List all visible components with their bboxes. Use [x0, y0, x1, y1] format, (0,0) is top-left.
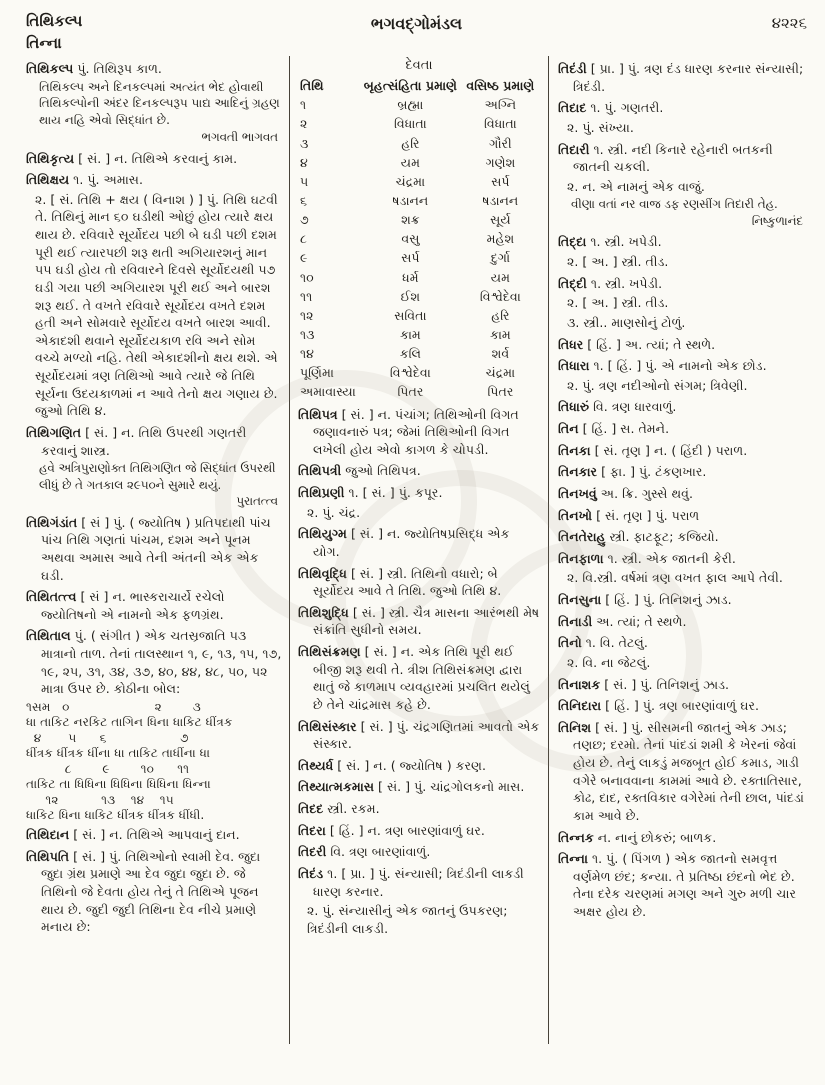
table-row [298, 306, 540, 325]
entry-headword: તિથ્યર્ધ [298, 757, 334, 773]
table-row [298, 382, 540, 401]
dict-entry [26, 826, 282, 844]
entry-body: [ સં. ] ન. એક તિથિ પૂરી થઈ બીજી શરૂ થવી તે. ત્રીશ તિથિસંક્રમણ દ્વારા થાતું જે કાળમાપ વ્યવહારમાં પ્રચલિત થયેલું છે તેને ચાંદ્રમાસ કહે છે. [313, 644, 530, 712]
entry-body: [ સં. ] સ્ત્રી. ચૈત્ર માસના આરંભથી મેષ સંક્રાંતિ સુધીનો સમય. [313, 604, 540, 638]
notation-beat-numbers: ૮ ૯ ૧૦ ૧૧ [26, 762, 190, 777]
table-cell: ૪ [300, 154, 308, 170]
dict-entry [26, 627, 282, 698]
entry-body: [ હિં. ] સ. તેમને. [578, 421, 670, 437]
entry-headword: તિધર [558, 336, 584, 352]
table-cell: કામ [399, 327, 421, 343]
column-left [26, 56, 289, 1044]
entry-body: [ સં. ] ન. તિથિએ કરવાનું કામ. [74, 150, 238, 166]
table-header-row [298, 76, 540, 95]
dict-entry [558, 634, 807, 652]
entry-body: ૧. સ્ત્રી. નદી કિનારે રહેનારી બતકની જાતની ચકલી. [573, 141, 773, 175]
entry-body: સ્ત્રી. ફાટફૂટ; કજિયો. [605, 529, 719, 545]
table-row [298, 134, 540, 153]
sub-sense: ૨. [ અ. ] સ્ત્રી. તીડ. [567, 295, 669, 311]
entry-headword: તિદદ [298, 801, 324, 817]
entry-headword: તિનફાળા [558, 550, 604, 566]
entry-headword: તિથિદાન [26, 827, 70, 843]
dict-entry [558, 591, 807, 609]
dict-entry [558, 60, 807, 95]
entry-body: [ સં. ] ન. તિથિએ આપવાનું દાન. [69, 827, 240, 843]
table-cell: ચંદ્રમા [395, 173, 426, 189]
entry-body: [ ફા. ] પું. ટંકણખાર. [597, 464, 707, 480]
table-cell: વિશ્વેદેવા [389, 365, 431, 381]
sub-sense: ૨. પું. સંન્યાસીનું એક જાતનું ઉપકરણ; ત્રિદંડીની લાકડી. [307, 903, 508, 936]
entry-body: ૧. સ્ત્રી. ખપેડી. [586, 234, 662, 250]
entry-body: [ સં. ] પું. તિનિશનું ઝાડ. [600, 676, 730, 692]
sub-sense: ૨. [ અ. ] સ્ત્રી. તીડ. [567, 254, 669, 270]
quotation: હવે અત્રિપુરાણોક્ત તિથિગણિત જે સિદ્ધાંત ઉપરથી લીધું છે તે ગતકાલ ૨૯૫૦ને સુમારે થયું. [39, 461, 276, 492]
entry-body: [ સં. ] ન. પંચાંગ; તિથિઓની વિગત જણાવનારું પત્ર; જેમાં તિથિઓની વિગત લખેલી હોય એવો કાગળ કે ચોપડી. [313, 406, 519, 457]
entry-body: ૧. [ હિં. ] પું. એ નામનો એક છોડ. [589, 358, 767, 374]
dict-entry [298, 484, 540, 502]
entry-headword: તિધારા [558, 358, 590, 374]
dict-entry [298, 718, 540, 753]
column-middle [290, 56, 548, 1044]
entry-headword: તિનિશ [558, 719, 592, 735]
table-cell: ચંદ્રમા [485, 365, 516, 381]
attribution: નિષ્કુળાનંદ [751, 213, 803, 228]
entry-headword: તિદંડ [298, 865, 324, 881]
entry-body: ૧. વિ. તેટલું. [581, 635, 648, 651]
table-header-cell: વસિષ્ઠ પ્રમાણે [466, 78, 535, 94]
attribution: પુરાતત્ત્વ [236, 494, 278, 509]
dict-entry [558, 336, 807, 354]
sub-sense: ૨. વિ. ના જેટલું. [567, 654, 651, 670]
table-cell: ૭ [300, 212, 309, 228]
table-cell: ૫ [300, 173, 309, 189]
table-cell: કલિ [399, 346, 422, 362]
entry-body: [ સં. ] પું. તિથિઓનો સ્વામી દેવ. જુદા જુદા ગ્રંથ પ્રમાણે આ દેવ જુદા જુદા છે. જે તિથિનો જે દેવતા હોય તેનું તે તિથિએ પૂજન થાય છે. જુદી જુદી તિથિના દેવ નીચે પ્રમાણે મનાય છે: [41, 848, 261, 935]
table-row [298, 344, 540, 363]
table-cell: હરિ [401, 135, 420, 151]
entry-body: જુઓ તિથિપત્ર. [341, 463, 421, 479]
table-cell: ૧૪ [300, 346, 314, 362]
dict-entry [558, 676, 807, 694]
entry-body: [ હિં. ] ન. ત્રણ બારણાંવાળું ઘર. [325, 822, 485, 838]
table-cell: યમ [400, 154, 420, 170]
entry-headword: તિનાડી [558, 613, 593, 629]
dict-entry [558, 233, 807, 251]
table-cell: કામ [489, 327, 511, 343]
dict-entry [298, 800, 540, 818]
table-row [298, 287, 540, 306]
dict-entry [558, 99, 807, 117]
table-cell: ૧૩ [300, 327, 315, 343]
entry-headword: તિનિદારા [558, 698, 602, 714]
entry-body: [ હિં. ] પું. ત્રણ બારણાંવાળું ઘર. [601, 698, 759, 714]
entry-body: ૧. સ્ત્રી. એક જાતની કેરી. [603, 550, 736, 566]
page-header [26, 12, 807, 52]
dict-entry [558, 141, 807, 176]
notation-bols: તાકિટ તા ધિધિના ધિધિના ધિધિના ધિન્ના [26, 776, 211, 791]
table-cell: ગણેશ [485, 154, 516, 170]
entry-body: [ હિં. ] પું. તિનિશનું ઝાડ. [601, 592, 732, 608]
table-cell: ૧૧ [300, 288, 313, 304]
entry-headword: તિનકાર [558, 464, 598, 480]
entry-body: ૧. પું. ( પિંગળ ) એક જાતનો સમવૃત્ત વર્ણમેળ છંદ; કન્યા. તે પ્રતિષ્ઠા છંદનો ભેદ છે. તેના દરેક ચરણમાં મગણ અને ગુરુ મળી ચાર અક્ષર હોય છે. [573, 851, 796, 920]
entry-body: [ સં. તૃણ ] પું. પરાળ [592, 507, 700, 523]
entry-headword: તિદાદ [558, 100, 587, 116]
table-row [298, 153, 540, 172]
entry-headword: તિદ્દી [558, 275, 587, 291]
table-cell: ૨ [300, 116, 308, 132]
table-cell: સર્પ [401, 250, 420, 266]
entry-headword: તિદરી [298, 844, 327, 860]
running-head-last-word: તિન્ના [26, 34, 62, 52]
entry-body: અ. ત્યાં; તે સ્થળે. [592, 613, 687, 629]
entry-body: અ. ક્રિ. ગુસ્સે થવું. [596, 485, 693, 501]
entry-headword: તિથિવૃદ્ધિ [298, 565, 347, 581]
entry-body: [ સં. તૃણ ] ન. ( હિંદી ) પરાળ. [590, 442, 748, 458]
dict-entry [558, 420, 807, 438]
dict-entry [298, 643, 540, 714]
notation-beat-numbers: ૧૨ ૧૩ ૧૪ ૧૫ [26, 793, 174, 808]
entry-headword: તિનો [558, 635, 582, 651]
entry-body: ૧. પું. અમાસ. [69, 172, 143, 188]
dict-entry [298, 865, 540, 900]
dict-entry [558, 463, 807, 481]
dict-entry [558, 275, 807, 293]
entry-headword: તિથિક્ષય [26, 172, 70, 188]
entry-headword: તિદંડી [558, 61, 587, 76]
entry-headword: તિધારું [558, 399, 590, 415]
table-cell: બ્રહ્મા [397, 97, 424, 113]
table-cell: ગૌરી [489, 135, 512, 151]
sub-sense: ૨. પું. ચંદ્ર. [307, 504, 361, 520]
sub-sense: ૨. પું. ત્રણ નદીઓનો સંગમ; ત્રિવેણી. [567, 377, 748, 393]
table-cell: વિધાતા [484, 116, 517, 132]
entry-headword: તિનાશક [558, 676, 601, 692]
quotation: વીણા વતાં નર વાજ ડફ રણસીંગ તિદારી તેહ. [571, 197, 778, 212]
dict-entry [26, 150, 282, 168]
table-cell: પિતર [487, 384, 514, 400]
entry-body: [ સં ] પું. ( જ્યોતિષ ) પ્રતિપદાથી પાંચ પાંચ તિથિ ગણતાં પાંચમ, દશમ અને પૂનમ અથવા અમાસ આવે તેની અંતની એક એક ઘડી. [41, 514, 271, 583]
entry-headword: તિનતેરાહુ [558, 529, 606, 545]
table-cell: ૧૦ [300, 269, 314, 285]
entry-headword: તિથિપત્ર [298, 406, 338, 422]
table-cell: ઈશ [400, 288, 421, 304]
dict-entry [558, 398, 807, 416]
dict-entry [558, 697, 807, 715]
entry-headword: તિથિયુગ્મ [298, 526, 347, 542]
entry-headword: તિન્નક [558, 829, 594, 845]
entry-body: ૧. પું. ગણતરી. [586, 100, 664, 116]
column-right [549, 56, 807, 1044]
entry-headword: તિથિગંડાંત [26, 514, 78, 530]
notation-bols: ધાકિટ ધિના ધાકિટ ધીંત્રક ધીંત્રક ધીંધી. [26, 807, 205, 822]
table-cell: ષડાનન [392, 193, 429, 209]
dict-entry [558, 528, 807, 546]
notation-bols: ધીંત્રક ધીંત્રક ધીંના ધા તાકિટ તાધીંના ધા [26, 745, 210, 760]
dict-entry [26, 848, 282, 936]
dict-entry [298, 604, 540, 639]
entry-headword: તિથિતાલ [26, 628, 71, 644]
table-cell: સૂર્ય [490, 212, 511, 228]
columns-container [26, 56, 807, 1044]
entry-body: ન. નાનું છોકરું; બાળક. [593, 829, 717, 845]
running-heads [26, 12, 371, 52]
entry-headword: તિથિપ્રણી [298, 485, 345, 501]
dict-entry [558, 719, 807, 825]
sub-sense: ૨. [ સં. તિથિ + ક્ષય ( વિનાશ ) ] પું. તિથિ ઘટવી તે. તિથિનું માન ૬૦ ઘડીથી ઓછું હોય ત્યારે ક્ષય થાય છે. રવિવારે સૂર્યોદય પછી બે ઘડી પછી દશમ પૂરી થઈ ત્યારપછી શરૂ થતી અગિયારશનું માન ૫૫ ઘડી હોય તો રવિવારને દિવસે સૂર્યોદયથી ૫૭ ઘડી ગયા પછી અગિયારશ પૂરી થઈ અને બારશ શરૂ થઈ. તે વખતે રવિવારે સૂર્યોદય વખતે દશમ હતી અને સોમવારે સૂર્યોદય વખતે બારશ આવી. એકાદશી થવાને સૂર્યોદયકાળ રવિ અને સોમ વચ્ચે મળ્યો નહિ. તેથી એકાદશીનો ક્ષય થશે. એ સૂર્યોદયમાં ત્રણ તિથિઓ આવે ત્યારે જે તિથિ સૂર્યના ઉદયકાળમાં ન આવે તેનો ક્ષય ગણાય છે. જુઓ તિથિ ૪. [35, 191, 278, 419]
table-cell: યમ [490, 269, 510, 285]
dict-entry [298, 778, 540, 796]
entry-body: [ સં. ] ન. જ્યોતિષપ્રસિદ્ધ એક યોગ. [313, 526, 510, 559]
table-cell: ૧ [300, 97, 307, 113]
table-cell: અમાવાસ્યા [300, 384, 356, 400]
page-title: ભગવદ્ગોમંડલ [370, 14, 463, 33]
entry-headword: તિનસુના [558, 592, 602, 608]
table-cell: ૯ [300, 250, 308, 266]
table-cell: ૮ [300, 231, 307, 247]
dict-entry [558, 485, 807, 503]
notation-beat-numbers: ૪ ૫ ૬ ૭ [26, 731, 189, 745]
entry-headword: તિનકા [558, 442, 591, 458]
table-row [298, 95, 540, 114]
sub-sense: ૩. સ્ત્રી.. માણસોનું ટોળું. [567, 314, 686, 330]
entry-headword: તિથિશુદ્ધિ [298, 604, 349, 620]
notation-beat-numbers: ૧સમ ૦ ૨ ૩ [26, 699, 201, 714]
dict-entry [298, 525, 540, 560]
dict-entry [558, 829, 807, 847]
entry-body: [ સં. ] ન. તિથિ ઉપરથી ગણતરી કરવાનું શાસ્ત્ર. [41, 424, 247, 458]
dict-entry [26, 60, 282, 78]
entry-body: [ સં. ] ન. ( જ્યોતિષ ) કરણ. [333, 757, 487, 773]
table-row [298, 248, 540, 267]
table-cell: ષડાનન [482, 193, 519, 209]
dict-entry [26, 514, 282, 585]
entry-headword: તિદારી [558, 141, 590, 157]
entry-headword: તિનખો [558, 507, 593, 523]
entry-body: [ હિં. ] અ. ત્યાં; તે સ્થળે. [583, 336, 716, 352]
entry-headword: તિન્ના [558, 851, 588, 867]
entry-headword: તિથ્યાત્મકમાસ [298, 779, 375, 795]
entry-headword: તિથિસંસ્કાર [298, 718, 357, 734]
notation-bols: ધા તાકિટ નરકિટ તાગિન ધિના ધાકિટ ધીંત્રક [26, 714, 233, 729]
table-row [298, 325, 540, 344]
dict-entry [298, 565, 540, 600]
entry-headword: તિથિકૃત્ય [26, 150, 75, 166]
dict-entry [558, 442, 807, 460]
attribution: ભગવતી ભાગવત [201, 130, 278, 145]
entry-headword: તિથિતત્ત્વ [26, 589, 77, 605]
table-cell: સવિતા [394, 307, 427, 323]
table-cell: પૂર્ણિમા [300, 365, 334, 381]
entry-body: [ પ્રા. ] પું. ત્રણ દંડ ધારણ કરનાર સંન્યાસી; ત્રિદંડી. [573, 61, 804, 94]
table-row [298, 210, 540, 229]
table-cell: પિતર [397, 384, 424, 400]
dict-entry [558, 507, 807, 525]
dict-entry [558, 613, 807, 631]
running-head-first-word: તિથિકલ્પ [26, 12, 83, 30]
table-row [298, 229, 540, 248]
dict-entry [558, 850, 807, 921]
dict-entry [298, 757, 540, 775]
entry-body: [ સં ] ન. ભાસ્કરાચાર્યે રચેલો જ્યોતિષનો એ નામનો એક ફળગ્રંથ. [41, 589, 225, 622]
table-cell: મહેશ [486, 231, 515, 247]
entry-body: ૧. [ સં. ] પું. કપૂર. [344, 485, 443, 501]
table-cell: વિધાતા [394, 116, 427, 132]
entry-headword: તિન [558, 421, 579, 437]
table-row [298, 363, 540, 382]
table-cell: હરિ [491, 307, 510, 323]
entry-body: ૧. [ પ્રા. ] પું. સંન્યાસી; ત્રિદંડીની લાકડી ધારણ કરનાર. [313, 865, 524, 899]
entry-headword: તિથિસંક્રમણ [298, 644, 361, 660]
dict-entry [298, 406, 540, 459]
table-cell: ધર્મ [402, 269, 419, 285]
dict-entry [298, 822, 540, 840]
table-header-cell: તિથિ [300, 78, 324, 94]
deity-table [298, 57, 540, 402]
commentary: તિથિકલ્પ અને દિનકલ્પમાં અત્યંત ભેદ હોવાથી તિથિકલ્પોની અંદર દિનકલ્પરૂપ પાદ્ય આદિનું ગ્રહણ થાય નહિ એવો સિદ્ધાંત છે. [39, 79, 280, 128]
entry-body: [ સં. ] પું. સીસમની જાતનું એક ઝાડ; તણછ; દરમો. તેનાં પાંદડાં શમી કે ખેરનાં જેવાં હોય છે. તેનું લાકડું મજબૂત હોઈ કમાડ, ગાડી વગેરે બનાવવાના કામમાં આવે છે. રક્તાતિસાર, કોઢ, દાદ, રક્તવિકાર વગેરેમાં તેની છાલ, પાંદડાં કામ આવે છે. [573, 719, 804, 823]
entry-body: [ સં. ] પું. ચાંદ્રગોલકનો માસ. [374, 779, 525, 795]
dict-entry [26, 588, 282, 623]
table-row [298, 114, 540, 133]
page-number: ૪૨૨૬ [771, 14, 807, 32]
dict-entry [298, 843, 540, 861]
entry-body: પું. ( સંગીત ) એક ચતસ્રજાતિ ૫૩ માત્રાનો તાળ. તેનાં તાલસ્થાન ૧, ૯, ૧૩, ૧૫, ૧૭, ૧૯, ૨૫, ૩૧, ૩૪, ૩૭, ૪૦, ૪૪, ૪૮, ૫૦, ૫૨ માત્રા ઉપર છે. કોઠીના બોલ: [41, 628, 282, 697]
dict-entry [558, 550, 807, 568]
table-row [298, 268, 540, 287]
table-title: દેવતા [405, 58, 433, 73]
entry-body: પું. તિથિરૂપ કાળ. [73, 61, 162, 76]
table-cell: અગ્નિ [484, 97, 517, 113]
entry-body: સ્ત્રી. રકમ. [323, 801, 380, 817]
entry-headword: તિદરા [298, 822, 326, 838]
dict-entry [26, 171, 282, 189]
entry-headword: તિથિપતિ [26, 848, 70, 864]
table-cell: વસુ [401, 231, 420, 247]
table-cell: ૧૨ [300, 307, 314, 323]
dict-entry [298, 462, 540, 480]
entry-headword: તિથિકલ્પ [26, 61, 74, 76]
table-row [298, 191, 540, 210]
table-cell: દુર્ગા [490, 250, 511, 266]
entry-headword: તિનખવું [558, 485, 597, 501]
entry-headword: તિથિપત્રી [298, 463, 342, 479]
entry-body: વિ. ત્રણ બારણાંવાળું. [326, 844, 431, 860]
table-cell: ૩ [300, 135, 309, 151]
entry-body: ૧. સ્ત્રી. ખપેડી. [586, 275, 663, 291]
table-cell: વિશ્વેદેવા [479, 288, 521, 304]
tala-notation-block [26, 701, 282, 822]
entry-headword: તિથિગણિત [26, 424, 82, 440]
entry-body: [ સં. ] પું. ચંદ્રગણિતમાં આવતો એક સંસ્કાર. [313, 718, 540, 752]
dict-entry [558, 357, 807, 375]
table-cell: શક્ર [401, 212, 420, 228]
entry-body: વિ. ત્રણ ધારવાળું. [589, 399, 677, 415]
table-cell: ૬ [300, 193, 308, 209]
entry-headword: તિદ્દા [558, 234, 587, 250]
sub-sense: ૨. ન. એ નામનું એક વાજું. [567, 178, 705, 194]
sub-sense: ૨. વિ.સ્ત્રી. વર્ષમાં ત્રણ વખત ફાલ આપે તેવી. [567, 570, 783, 586]
dict-entry [26, 424, 282, 459]
table-row [298, 172, 540, 191]
entry-body: [ સં. ] સ્ત્રી. તિથિનો વધારો; બે સૂર્યોદય આવે તે તિથિ. જુઓ તિથિ ૪. [313, 565, 502, 599]
sub-sense: ૨. પું. સંખ્યા. [567, 119, 634, 135]
table-cell: સર્પ [491, 173, 510, 189]
table-header-cell: બૃહત્સંહિતા પ્રમાણે [363, 78, 458, 94]
table-cell: શર્વ [491, 346, 510, 362]
